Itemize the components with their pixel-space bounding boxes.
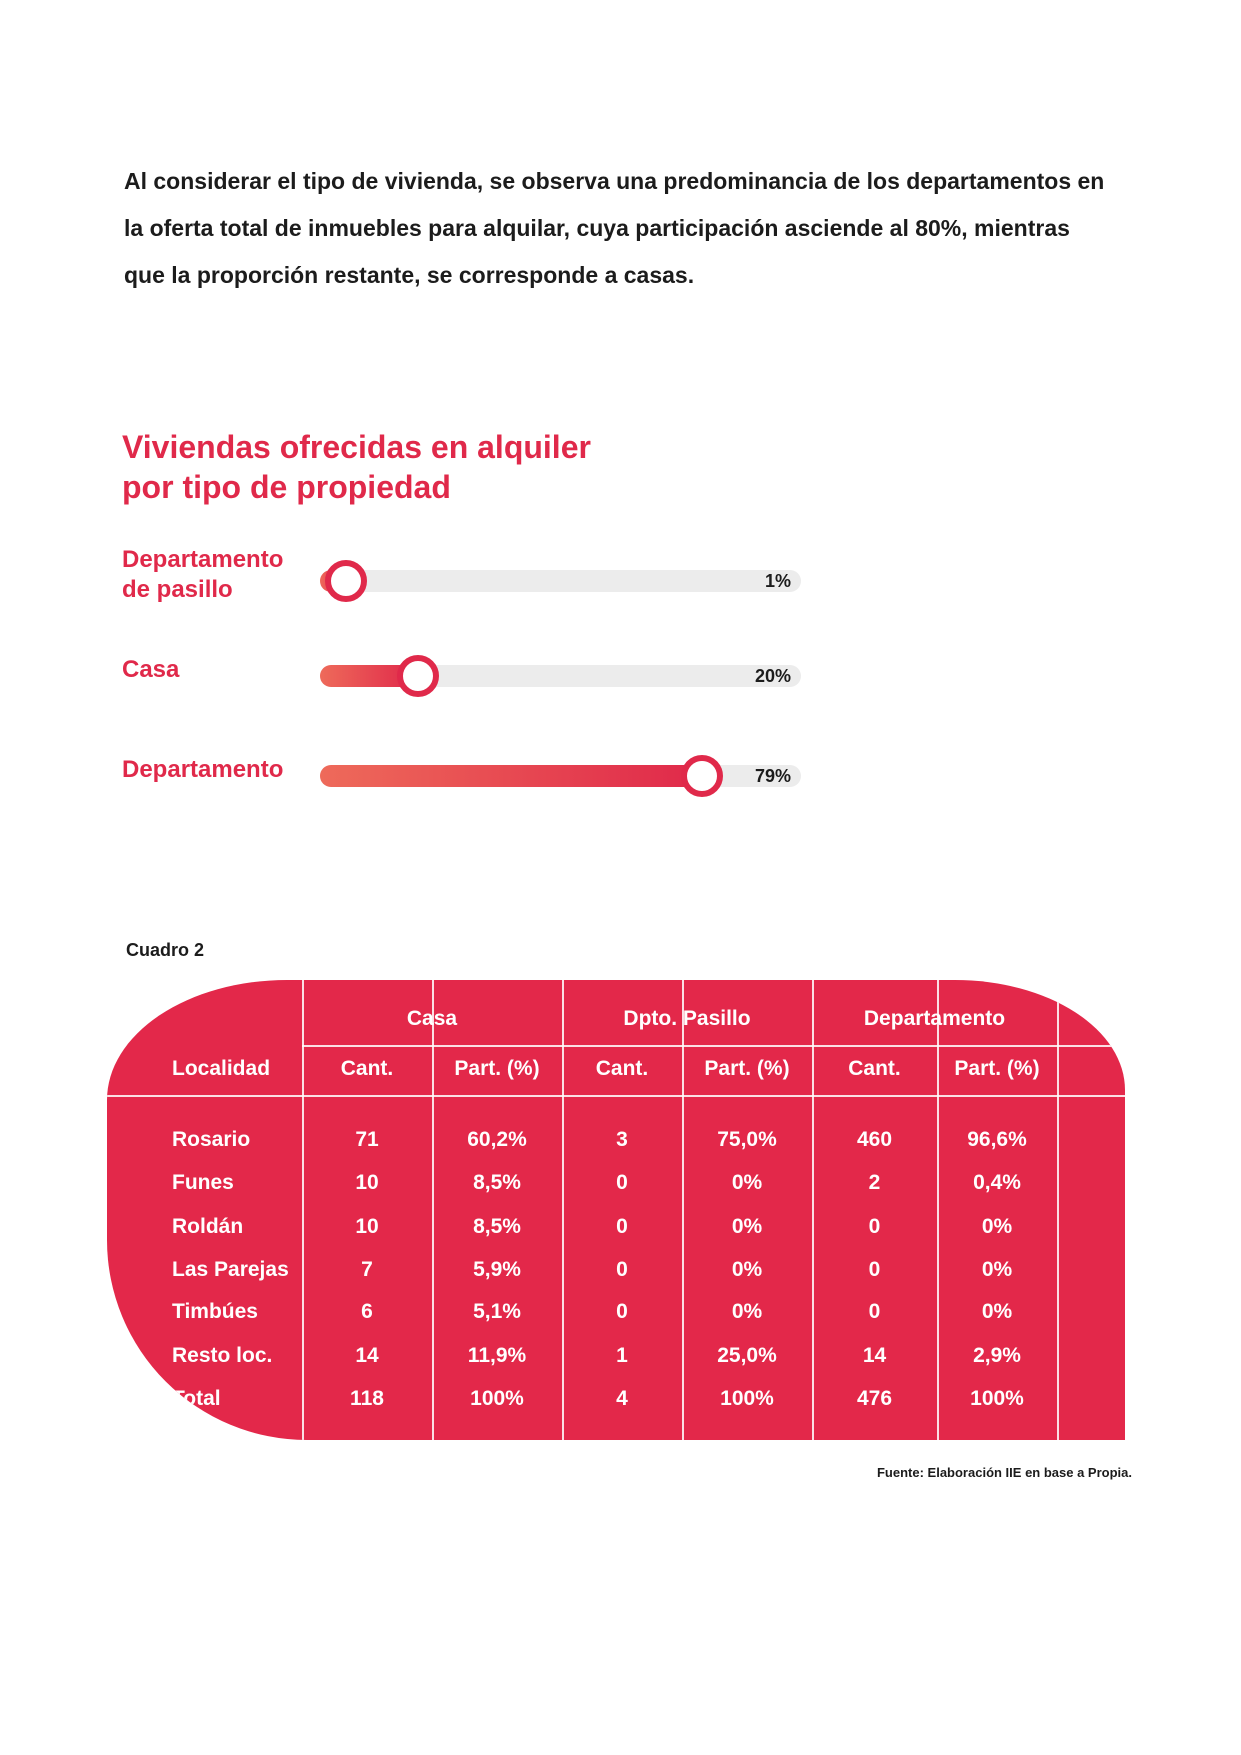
table-cell: 10 — [355, 1215, 379, 1238]
table-cell: 96,6% — [967, 1128, 1027, 1151]
column-header: Cant. — [595, 1057, 649, 1080]
intro-line-1: Al considerar el tipo de vivienda, se observa una predominancia de los departamentos en — [124, 168, 1105, 194]
table-cell-localidad: Rosario — [172, 1128, 251, 1151]
bar-track — [320, 765, 801, 787]
table-cell-localidad: Timbúes — [172, 1300, 258, 1323]
bar-value-label: 1% — [764, 571, 791, 591]
column-header-localidad: Localidad — [172, 1057, 271, 1080]
bar-label-line: Departamento — [122, 546, 284, 573]
chart-title — [122, 427, 742, 507]
table-cell: 0 — [616, 1258, 628, 1281]
table-cell: 0 — [616, 1171, 628, 1194]
chart-title-line-1: Viviendas ofrecidas en alquiler — [122, 429, 591, 465]
table-cell: 75,0% — [717, 1128, 777, 1151]
table-cell: 0% — [731, 1258, 763, 1281]
table-cell: 460 — [856, 1128, 893, 1151]
table-cell: 1 — [616, 1344, 628, 1367]
table-cell-localidad: Las Parejas — [172, 1258, 289, 1281]
table-column-divider — [1057, 980, 1059, 1440]
table-cell: 0% — [981, 1258, 1013, 1281]
intro-paragraph — [124, 158, 1144, 299]
table-group-divider — [302, 1045, 1125, 1047]
table-cell: 0% — [731, 1171, 763, 1194]
table-cell: 100% — [970, 1387, 1024, 1410]
table-cell: 0 — [868, 1300, 881, 1323]
table-cell: 7 — [361, 1258, 373, 1281]
table-cell: 8,5% — [473, 1215, 521, 1238]
table-cell: 0% — [731, 1300, 763, 1323]
table-cell: 0 — [616, 1300, 628, 1323]
bar-fill — [320, 765, 700, 787]
table-cell: 5,1% — [473, 1300, 521, 1323]
table-cell: 14 — [862, 1344, 887, 1367]
table-cell: 8,5% — [473, 1171, 521, 1194]
table-cell: 0 — [868, 1258, 881, 1281]
table-cell: 6 — [361, 1300, 373, 1323]
bar-label-casa — [122, 655, 179, 685]
table-cell: 118 — [350, 1387, 384, 1410]
table-cell: 100% — [720, 1387, 774, 1410]
slider-knob[interactable] — [325, 560, 367, 602]
bar-label-line: de pasillo — [122, 576, 233, 603]
bar-label-line: Casa — [122, 656, 180, 683]
table-cell: 10 — [355, 1171, 379, 1194]
bar-track — [320, 665, 801, 687]
column-header: Part. (%) — [704, 1057, 790, 1080]
table-cell-localidad: Resto loc. — [172, 1344, 273, 1367]
table-cell: 476 — [856, 1387, 893, 1410]
table-cell: 5,9% — [473, 1258, 521, 1281]
bar-label-departamento-pasillo — [122, 545, 283, 605]
slider-knob[interactable] — [397, 655, 439, 697]
intro-line-3: que la proporción restante, se corresponde a casas. — [124, 262, 695, 288]
table-cell: 25,0% — [717, 1344, 777, 1367]
bar-track — [320, 570, 801, 592]
table-cell: 0% — [981, 1215, 1013, 1238]
source-note: Fuente: Elaboración IIE en base a Propia. — [876, 1465, 1132, 1480]
table-column-divider — [302, 980, 304, 1440]
column-header: Cant. — [340, 1057, 394, 1080]
group-header: Casa — [406, 1007, 458, 1030]
table-cell: 14 — [355, 1344, 379, 1367]
column-header: Part. (%) — [954, 1057, 1040, 1080]
chart-title-line-2: por tipo de propiedad — [122, 469, 451, 505]
table-cell: 0% — [731, 1215, 763, 1238]
table-cell: 3 — [616, 1128, 628, 1151]
table-cell: 0% — [981, 1300, 1013, 1323]
column-header: Part. (%) — [454, 1057, 540, 1080]
bar-label-line: Departamento — [122, 756, 284, 783]
table-column-divider — [562, 980, 564, 1440]
table-cell: 11,9% — [467, 1344, 527, 1367]
table-column-divider — [937, 980, 939, 1440]
table-cell-localidad: Total — [172, 1387, 221, 1410]
bar-value-label: 20% — [754, 666, 791, 686]
table-cell-localidad: Roldán — [172, 1215, 244, 1238]
table-column-divider — [682, 980, 684, 1440]
table-cell: 0 — [616, 1215, 628, 1238]
table-cell: 4 — [616, 1387, 628, 1410]
table-cell: 2,9% — [973, 1344, 1021, 1367]
table-column-divider — [432, 980, 434, 1440]
slider-knob[interactable] — [681, 755, 723, 797]
table-cell-localidad: Funes — [172, 1171, 234, 1194]
table-column-divider — [812, 980, 814, 1440]
bar-label-departamento — [122, 755, 283, 785]
column-header: Cant. — [848, 1057, 901, 1080]
table-cell: 0,4% — [973, 1171, 1021, 1194]
data-table — [107, 980, 1125, 1440]
bar-value-label: 79% — [754, 766, 791, 786]
group-header: Dpto. Pasillo — [623, 1007, 751, 1030]
group-header: Departamento — [863, 1007, 1006, 1030]
intro-line-2: la oferta total de inmuebles para alquilar, cuya participación asciende al 80%, mientras — [124, 215, 1070, 241]
table-cell: 71 — [355, 1128, 379, 1151]
table-cell: 100% — [470, 1387, 524, 1410]
table-cell: 60,2% — [467, 1128, 527, 1151]
table-cell: 0 — [868, 1215, 881, 1238]
table-cell: 2 — [868, 1171, 881, 1194]
table-caption: Cuadro 2 — [126, 940, 205, 960]
table-header-divider — [107, 1095, 1125, 1097]
